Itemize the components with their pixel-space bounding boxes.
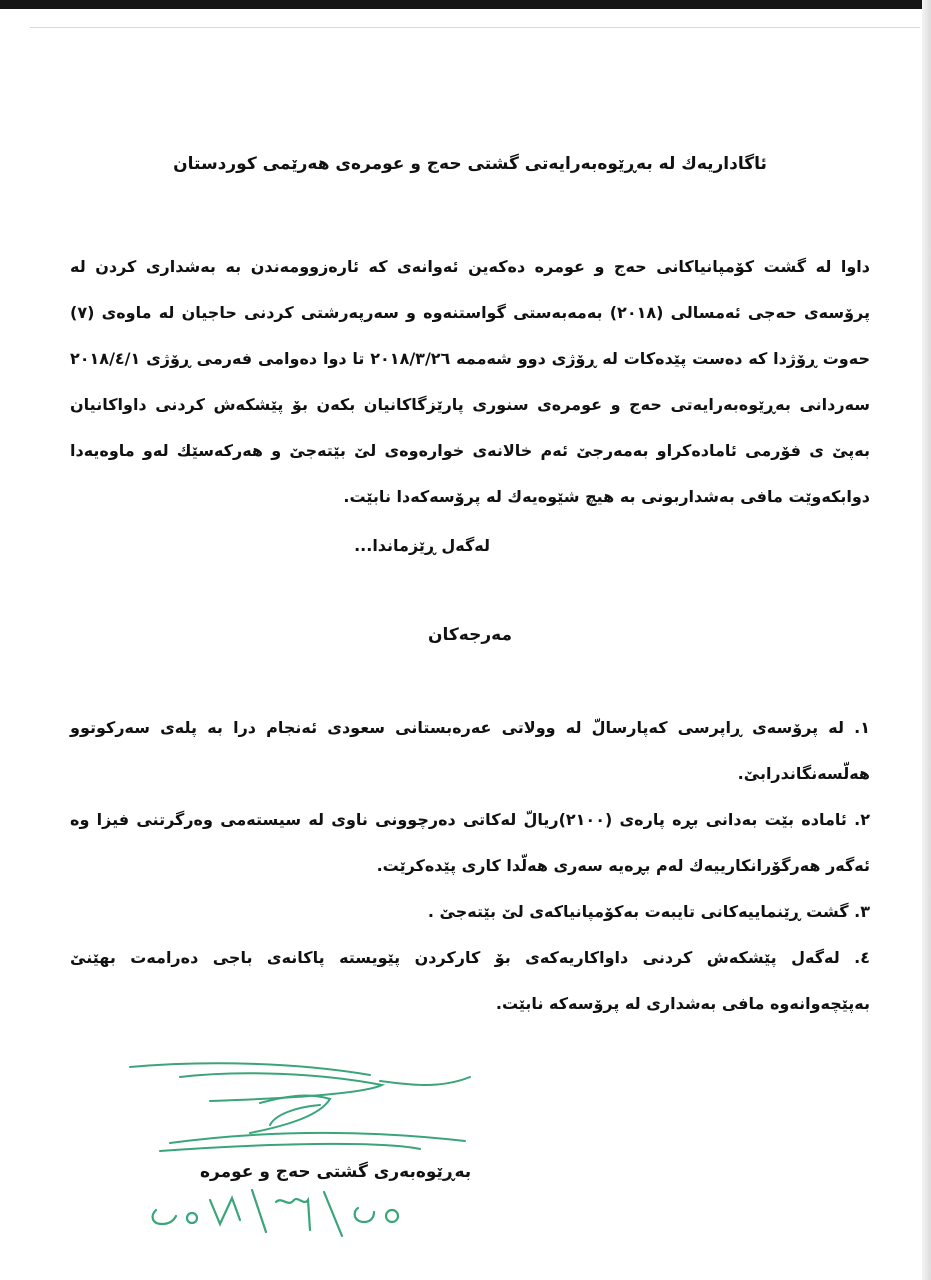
condition-item-3: ٣. گشت ڕێنماییەکانی تایبەت بەکۆمپانیاکەی لێ بێتەجێ .	[427, 902, 870, 921]
announcement-document	[70, 140, 870, 1043]
conditions-heading: مەرجەکان	[428, 625, 512, 645]
condition-item-2: ٢. ئامادە بێت بەدانی بڕە پارەی (٢١٠٠)ریالّ لەکاتی دەرچوونی ناوی لە سیستەمی وەرگرتنی فیزا وە ئەگەر هەرگۆرانکارییەك لەم بڕەیە سەری هەلّدا کاری پێدەکرێت.	[70, 810, 870, 875]
handwritten-date-icon	[148, 1180, 448, 1240]
signer-title: بەڕێوەبەری گشتی حەج و عومرە	[200, 1162, 472, 1182]
condition-item-1: ١. لە پرۆسەی ڕاپرسی کەپارسالّ لە وولاتی عەرەبستانی سعودی ئەنجام درا بە پلەی سەرکوتوو هەلّسەنگاندرابێ.	[70, 718, 870, 783]
conditions-list	[70, 705, 870, 1027]
handwritten-date	[148, 1180, 448, 1240]
announcement-body: داوا لە گشت کۆمپانیاکانی حەج و عومرە دەکەین ئەوانەی کە ئارەزوومەندن بە بەشداری کردن لە پرۆسەی حەجی ئەمسالی (٢٠١٨) بەمەبەستی گواستنەوە و سەرپەرشتی کردنی حاجیان لە ماوەی (٧) حەوت ڕۆژدا کە دەست پێدەکات لە ڕۆژی دوو شەممە ٢٠١٨/٣/٢٦ تا دوا دەوامی فەرمی ڕۆژی ٢٠١٨/٤/١ سەردانی بەڕێوەبەرایەتی حەج و عومرەی سنوری پارێزگاکانیان بکەن بۆ پێشکەش کردنی داواکانیان بەپێ ی فۆرمی ئامادەکراو بەمەرجێ ئەم خالانەی خوارەوەی لێ بێتەجێ و هەرکەسێك لەو ماوەیەدا دوابکەوێت مافی بەشداربونی بە هیچ شێوەیەك لە پرۆسەکەدا نابێت.	[70, 257, 871, 506]
paper-edge-line	[30, 27, 920, 28]
scan-right-edge	[922, 0, 931, 1280]
condition-item-4: ٤. لەگەل پێشکەش کردنی داواکاریەکەی بۆ کارکردن پێویستە پاکانەی باجی دەرامەت بهێنێ بەپێچەوانەوە مافی بەشداری لە پرۆسەکە نابێت.	[70, 948, 870, 1013]
scan-top-border	[0, 0, 931, 9]
signature-scribble-icon	[120, 1055, 480, 1175]
closing-regards: لەگەل ڕێزماندا...	[354, 536, 490, 555]
document-title: ئاگاداریەك لە بەڕێوەبەرایەتی گشتی حەج و عومرەی هەرێمی کوردستان	[173, 154, 767, 174]
